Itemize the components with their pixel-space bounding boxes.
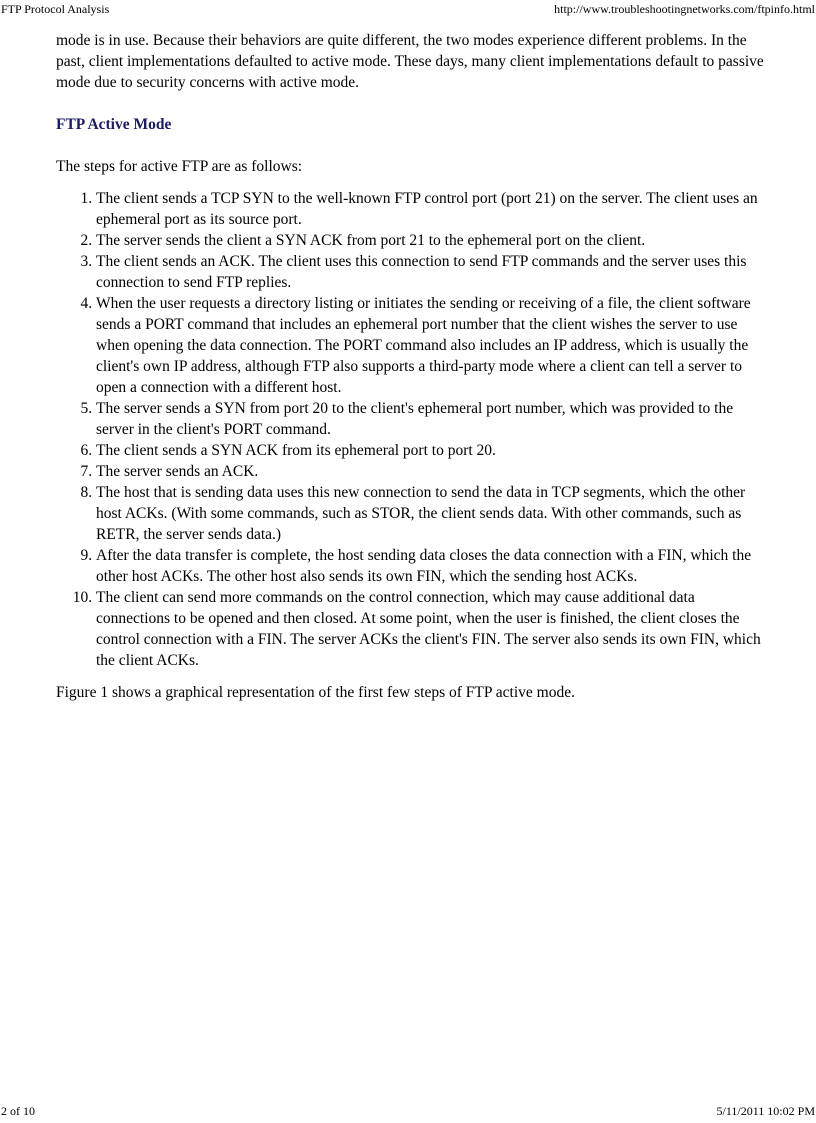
list-item: 3. The client sends an ACK. The client uses this connection to send FTP commands and the server uses this connection to send FTP replies. (96, 251, 764, 293)
figure-reference-paragraph: Figure 1 shows a graphical representation of the first few steps of FTP active mode. (56, 684, 575, 701)
page-title: FTP Protocol Analysis (1, 2, 110, 16)
print-footer (0, 1103, 816, 1119)
article-body (56, 30, 764, 703)
list-item: 8. The host that is sending data uses this new connection to send the data in TCP segments, which the other host ACKs. (With some commands, such as STOR, the client sends data. With other commands, such as RETR, the server sends data.) (96, 482, 764, 545)
list-item: 9. After the data transfer is complete, the host sending data closes the data connection with a FIN, which the other host ACKs. The other host also sends its own FIN, which the sending host ACKs. (96, 545, 764, 587)
list-item: 1. The client sends a TCP SYN to the well-known FTP control port (port 21) on the server. The client uses an ephemeral port as its source port. (96, 188, 764, 230)
steps-lead-paragraph: The steps for active FTP are as follows: (56, 158, 303, 175)
print-datetime: 5/11/2011 10:02 PM (716, 1104, 815, 1118)
list-item: 7. The server sends an ACK. (96, 461, 764, 482)
list-item: 2. The server sends the client a SYN ACK from port 21 to the ephemeral port on the client. (96, 230, 764, 251)
active-mode-steps-list (56, 188, 764, 671)
intro-paragraph: mode is in use. Because their behaviors are quite different, the two modes experience different problems. In the past, client implementations defaulted to active mode. These days, many client implementations default to passive mode due to security concerns with active mode. (56, 32, 764, 91)
list-item: 4. When the user requests a directory listing or initiates the sending or receiving of a file, the client software sends a PORT command that includes an ephemeral port number that the client wishes the server to use when opening the data connection. The PORT command also includes an IP address, which is usually the client's own IP address, although FTP also supports a third-party mode where a client can tell a server to open a connection with a different host. (96, 293, 764, 398)
list-item: 5. The server sends a SYN from port 20 to the client's ephemeral port number, which was provided to the server in the client's PORT command. (96, 398, 764, 440)
print-header (0, 1, 816, 17)
section-heading: FTP Active Mode (56, 116, 172, 133)
page-url: http://www.troubleshootingnetworks.com/ftpinfo.html (554, 2, 815, 16)
page-number: 2 of 10 (1, 1104, 35, 1118)
list-item: 10. The client can send more commands on the control connection, which may cause additional data connections to be opened and then closed. At some point, when the user is finished, the client closes the control connection with a FIN. The server ACKs the client's FIN. The server also sends its own FIN, which the client ACKs. (96, 587, 764, 671)
list-item: 6. The client sends a SYN ACK from its ephemeral port to port 20. (96, 440, 764, 461)
